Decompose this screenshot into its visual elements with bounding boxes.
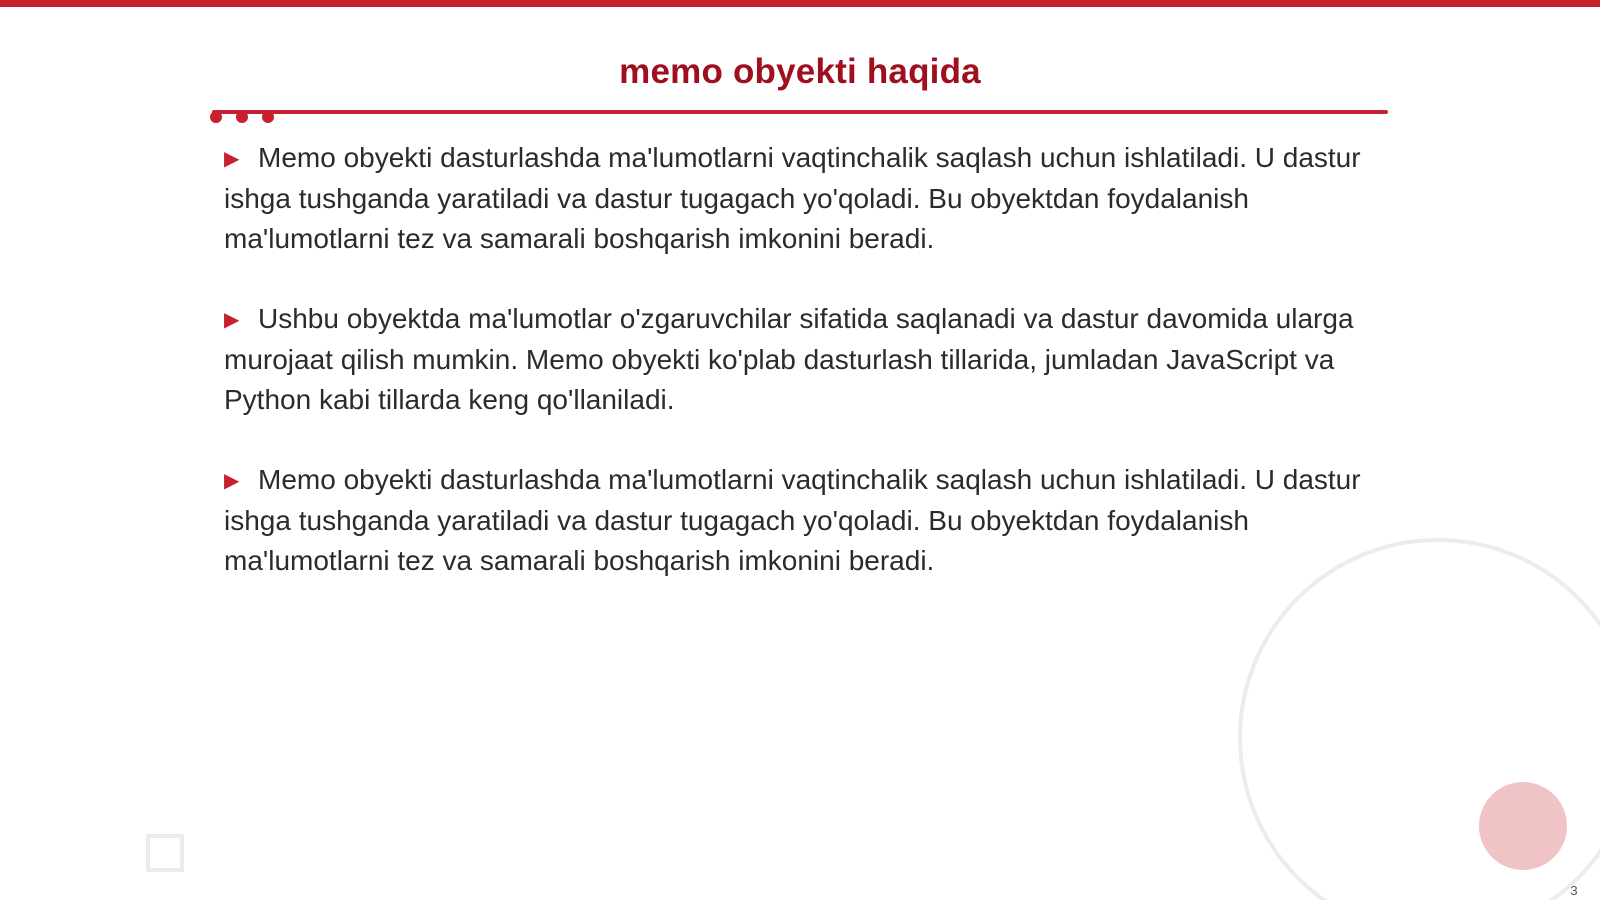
bullet-item bbox=[224, 138, 1384, 259]
triangle-bullet-icon: ▶ bbox=[224, 309, 240, 331]
bullet-text: Memo obyekti dasturlashda ma'lumotlarni vaqtinchalik saqlash uchun ishlatiladi. U dastur ishga tushganda yaratiladi va dastur tugagach yo'qoladi. Bu obyektdan foydalanish ma'lumotlarni tez va samarali boshqarish imkonini beradi. bbox=[224, 142, 1361, 254]
page-number: 3 bbox=[1570, 883, 1578, 898]
bullet-text: Ushbu obyektda ma'lumotlar o'zgaruvchilar sifatida saqlanadi va dastur davomida ularga murojaat qilish mumkin. Memo obyekti ko'plab dasturlash tillarida, jumladan JavaScript va Python kabi tillarda keng qo'llaniladi. bbox=[224, 303, 1354, 415]
title-divider bbox=[212, 110, 1388, 114]
bullet-item bbox=[224, 460, 1384, 581]
slide-title: memo obyekti haqida bbox=[619, 52, 981, 91]
triangle-bullet-icon: ▶ bbox=[224, 148, 240, 170]
decorative-dot bbox=[1479, 782, 1567, 870]
triangle-bullet-icon: ▶ bbox=[224, 470, 240, 492]
divider-dot-2 bbox=[236, 111, 248, 123]
top-accent-bar bbox=[0, 0, 1600, 7]
divider-dot-3 bbox=[262, 111, 274, 123]
decorative-square bbox=[146, 834, 184, 872]
bullet-text: Memo obyekti dasturlashda ma'lumotlarni vaqtinchalik saqlash uchun ishlatiladi. U dastur ishga tushganda yaratiladi va dastur tugagach yo'qoladi. Bu obyektdan foydalanish ma'lumotlarni tez va samarali boshqarish imkonini beradi. bbox=[224, 464, 1361, 576]
divider-dot-1 bbox=[210, 111, 222, 123]
bullet-item bbox=[224, 299, 1384, 420]
bullet-list bbox=[224, 138, 1384, 621]
